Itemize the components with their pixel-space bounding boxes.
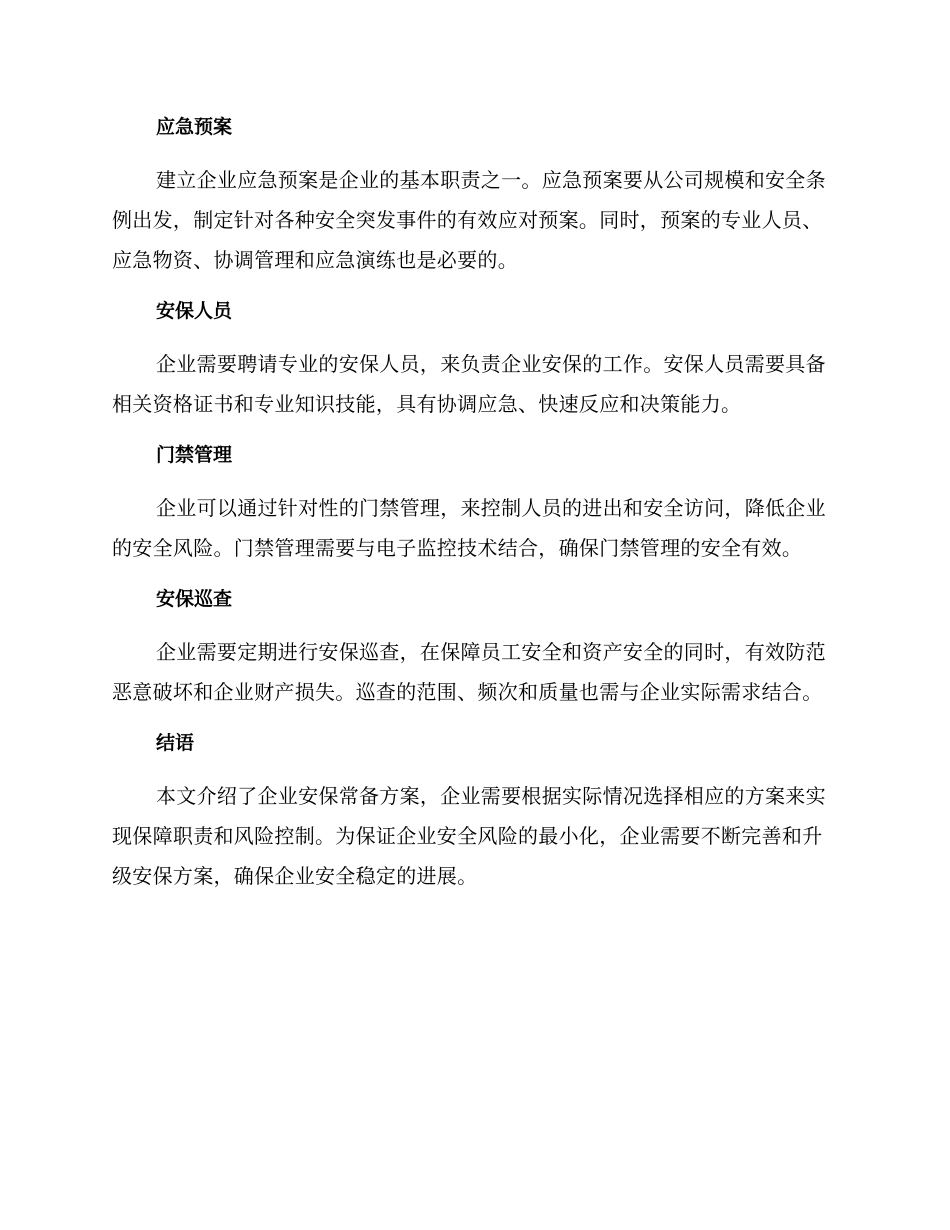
section-emergency-plan [112,108,832,280]
section-paragraph: 本文介绍了企业安保常备方案，企业需要根据实际情况选择相应的方案来实现保障职责和风险控制。为保证企业安全风险的最小化，企业需要不断完善和升级安保方案，确保企业安全稳定的进展。 [112,784,826,888]
section-paragraph: 企业需要定期进行安保巡查，在保障员工安全和资产安全的同时，有效防范恶意破坏和企业财产损失。巡查的范围、频次和质量也需与企业实际需求结合。 [112,640,826,704]
section-heading: 结语 [156,732,195,754]
section-heading: 门禁管理 [156,444,233,466]
section-paragraph: 企业需要聘请专业的安保人员，来负责企业安保的工作。安保人员需要具备相关资格证书和专业知识技能，具有协调应急、快速反应和决策能力。 [112,352,826,416]
document-body [112,108,832,908]
section-conclusion [112,724,832,896]
section-paragraph: 企业可以通过针对性的门禁管理，来控制人员的进出和安全访问，降低企业的安全风险。门禁管理需要与电子监控技术结合，确保门禁管理的安全有效。 [112,496,826,560]
section-heading: 安保巡查 [156,588,233,610]
section-access-control [112,436,832,568]
section-heading: 应急预案 [156,116,233,138]
section-security-staff [112,292,832,424]
section-paragraph: 建立企业应急预案是企业的基本职责之一。应急预案要从公司规模和安全条例出发，制定针对各种安全突发事件的有效应对预案。同时，预案的专业人员、应急物资、协调管理和应急演练也是必要的。 [112,168,826,272]
section-heading: 安保人员 [156,300,233,322]
section-security-patrol [112,580,832,712]
